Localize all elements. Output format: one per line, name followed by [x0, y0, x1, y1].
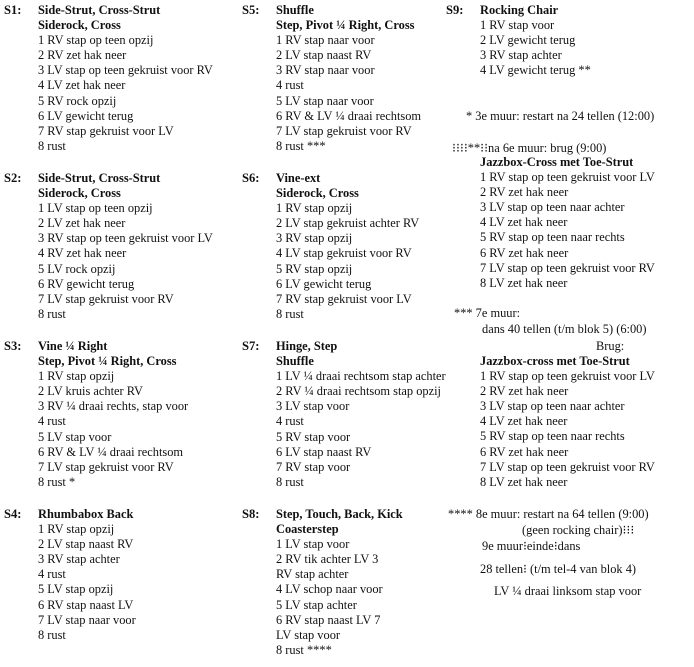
step-line: 3 LV stap op teen naar achter — [480, 399, 625, 414]
step-line: 5 LV stap naar voor — [276, 93, 374, 108]
step-line: 4 rust — [276, 414, 304, 429]
section-s2 — [38, 171, 213, 322]
note-line: Brug: — [596, 339, 625, 353]
step-line: 1 LV stap voor — [276, 537, 350, 552]
step-line: 1 LV stap op teen opzij — [38, 201, 153, 216]
note-line: *** 7e muur: — [454, 306, 521, 320]
step-line: 8 rust — [38, 138, 66, 153]
step-line: 3 LV stap voor — [276, 399, 350, 414]
section-label: S6: — [242, 171, 260, 185]
step-line: 4 rust — [38, 567, 66, 582]
section-label: S7: — [242, 339, 260, 353]
step-line: 7 LV stap op teen gekruist voor RV — [480, 260, 655, 275]
step-line: 4 rust — [38, 414, 66, 429]
step-line: 8 rust * — [38, 474, 76, 489]
section-label: S8: — [242, 507, 260, 521]
step-line: 1 RV stap naar voor — [276, 33, 375, 48]
section-title: Shuffle — [276, 354, 314, 369]
step-line: 3 RV stap achter — [480, 48, 562, 63]
section-title: Side-Strut, Cross-Strut — [38, 171, 161, 185]
note-line: * 3e muur: restart na 24 tellen (12:00) — [466, 109, 655, 123]
section-title: Vine-ext — [276, 171, 321, 185]
section-label: S2: — [4, 171, 22, 185]
step-line: 8 rust — [38, 306, 66, 321]
step-line: 5 LV stap opzij — [38, 582, 114, 597]
step-line: 5 LV rock opzij — [38, 261, 116, 276]
section-title: Side-Strut, Cross-Strut — [38, 3, 161, 17]
step-line: 7 LV stap gekruist voor RV — [38, 291, 174, 306]
step-line: 6 RV stap naast LV 7 — [276, 612, 381, 627]
step-line: 6 RV & LV ¼ draai rechtsom — [38, 444, 184, 459]
step-line: 1 LV ¼ draai rechtsom stap achter — [276, 369, 446, 384]
section-s5 — [276, 3, 421, 154]
step-line: 2 LV stap naast RV — [276, 48, 372, 63]
section-title: Step, Pivot ¼ Right, Cross — [276, 18, 415, 33]
step-line: 7 RV stap gekruist voor LV — [38, 123, 174, 138]
step-line: 3 LV stap op teen gekruist voor RV — [38, 63, 213, 78]
section-s9 — [480, 3, 591, 78]
section-title: Coasterstep — [276, 522, 339, 537]
step-line: 2 RV ¼ draai rechtsom stap opzij — [276, 384, 441, 399]
step-line: RV stap achter — [276, 567, 349, 582]
section-title: Step, Touch, Back, Kick — [276, 507, 403, 521]
section-title: Hinge, Step — [276, 339, 338, 353]
section-label: S9: — [446, 3, 464, 17]
section-label: S5: — [242, 3, 260, 17]
section-label: S1: — [4, 3, 22, 17]
step-line: 8 rust — [38, 627, 66, 642]
section-s8 — [276, 507, 403, 658]
step-line: 6 RV stap naast LV — [38, 597, 134, 612]
step-line: 2 LV kruis achter RV — [38, 384, 144, 399]
step-line: 2 RV zet hak neer — [480, 384, 569, 399]
step-line: 2 LV gewicht terug — [480, 33, 576, 48]
step-line: 7 RV stap gekruist voor LV — [276, 291, 412, 306]
bridge-title: Jazzbox-cross met Toe-Strut — [480, 354, 630, 368]
section-title: Step, Pivot ¼ Right, Cross — [38, 354, 177, 369]
step-line: 4 LV gewicht terug ** — [480, 63, 591, 78]
section-s7 — [276, 339, 446, 490]
step-line: 3 RV ¼ draai rechts, stap voor — [38, 399, 189, 414]
section-label: S3: — [4, 339, 22, 353]
step-line: 2 LV stap naast RV — [38, 537, 134, 552]
step-line: 5 RV stap op teen naar rechts — [480, 230, 625, 245]
step-line: 5 RV stap op teen naar rechts — [480, 429, 625, 444]
step-line: 4 RV zet hak neer — [38, 246, 127, 261]
section-title: Shuffle — [276, 3, 314, 17]
step-line: 2 RV zet hak neer — [480, 185, 569, 200]
section-title: Vine ¼ Right — [38, 339, 108, 353]
step-line: 5 LV stap voor — [38, 429, 112, 444]
step-line: 6 LV gewicht terug — [38, 108, 134, 123]
step-line: 4 LV zet hak neer — [38, 78, 126, 93]
note-line: LV ¼ draai linksom stap voor — [494, 584, 642, 598]
step-line: 2 LV stap gekruist achter RV — [276, 216, 420, 231]
step-line: 5 RV rock opzij — [38, 93, 117, 108]
step-line: 8 rust — [276, 306, 304, 321]
step-line: 4 LV schop naar voor — [276, 582, 383, 597]
step-line: 7 LV stap op teen gekruist voor RV — [480, 459, 655, 474]
step-line: 4 LV zet hak neer — [480, 215, 568, 230]
step-line: 5 RV stap opzij — [276, 261, 353, 276]
step-line: 7 LV stap gekruist voor RV — [276, 123, 412, 138]
section-s3 — [38, 339, 188, 490]
bridge-title: Jazzbox-Cross met Toe-Strut — [480, 155, 634, 169]
section-title: Rhumbabox Back — [38, 507, 134, 521]
step-line: LV stap voor — [276, 627, 341, 642]
step-line: 3 LV stap op teen naar achter — [480, 200, 625, 215]
step-line: 6 LV gewicht terug — [276, 276, 372, 291]
section-title: Rocking Chair — [480, 3, 559, 17]
step-line: 5 RV stap voor — [276, 429, 351, 444]
section-title: Siderock, Cross — [38, 186, 121, 201]
step-line: 8 rust — [276, 474, 304, 489]
step-line: 8 LV zet hak neer — [480, 474, 568, 489]
section-s4 — [38, 507, 136, 643]
step-line: 4 LV zet hak neer — [480, 414, 568, 429]
step-line: 8 rust **** — [276, 642, 332, 657]
step-line: 4 LV stap gekruist voor RV — [276, 246, 412, 261]
step-line: 1 RV stap op teen opzij — [38, 33, 154, 48]
step-line: 7 RV stap voor — [276, 459, 351, 474]
step-line: 6 LV stap naast RV — [276, 444, 372, 459]
step-line: 1 RV stap op teen gekruist voor LV — [480, 170, 655, 185]
step-line: 7 LV stap naar voor — [38, 612, 136, 627]
step-line: 2 RV zet hak neer — [38, 48, 127, 63]
step-line: 3 RV stap naar voor — [276, 63, 375, 78]
step-line: 1 RV stap op teen gekruist voor LV — [480, 369, 655, 384]
step-line: 1 RV stap opzij — [38, 522, 115, 537]
step-line: 7 LV stap gekruist voor RV — [38, 459, 174, 474]
step-line: 4 rust — [276, 78, 304, 93]
step-line: 5 LV stap achter — [276, 597, 357, 612]
note-line: dans 40 tellen (t/m blok 5) (6:00) — [482, 322, 647, 336]
note-line: (geen rocking chair)⁝⁝⁝ — [522, 523, 635, 537]
section-label: S4: — [4, 507, 22, 521]
step-line: 6 RV zet hak neer — [480, 444, 569, 459]
note-line: 28 tellen⁝ (t/m tel-4 van blok 4) — [480, 562, 637, 576]
step-line: 3 RV stap opzij — [276, 231, 353, 246]
step-line: 1 RV stap opzij — [38, 369, 115, 384]
step-line: 6 RV & LV ¼ draai rechtsom — [276, 108, 422, 123]
step-line: 3 RV stap achter — [38, 552, 120, 567]
section-title: Siderock, Cross — [276, 186, 359, 201]
section-s6 — [276, 171, 419, 322]
note-line: **** 8e muur: restart na 64 tellen (9:00) — [448, 507, 649, 521]
section-title: Siderock, Cross — [38, 18, 121, 33]
step-line: 3 RV stap op teen gekruist voor LV — [38, 231, 213, 246]
step-line: 2 LV zet hak neer — [38, 216, 126, 231]
step-line: 6 RV zet hak neer — [480, 245, 569, 260]
note-line: ⁝⁝⁝⁝**⁝⁝na 6e muur: brug (9:00) — [452, 141, 607, 155]
bridge-2 — [480, 354, 655, 490]
step-line: 8 rust *** — [276, 138, 326, 153]
step-line: 1 RV stap opzij — [276, 201, 353, 216]
section-s1 — [38, 3, 213, 154]
step-line: 6 RV gewicht terug — [38, 276, 135, 291]
bridge-1 — [480, 155, 655, 291]
step-line: 1 RV stap voor — [480, 18, 555, 33]
step-line: 8 LV zet hak neer — [480, 275, 568, 290]
note-line: 9e muur⁝einde⁝dans — [482, 539, 581, 553]
step-line: 2 RV tik achter LV 3 — [276, 552, 379, 567]
